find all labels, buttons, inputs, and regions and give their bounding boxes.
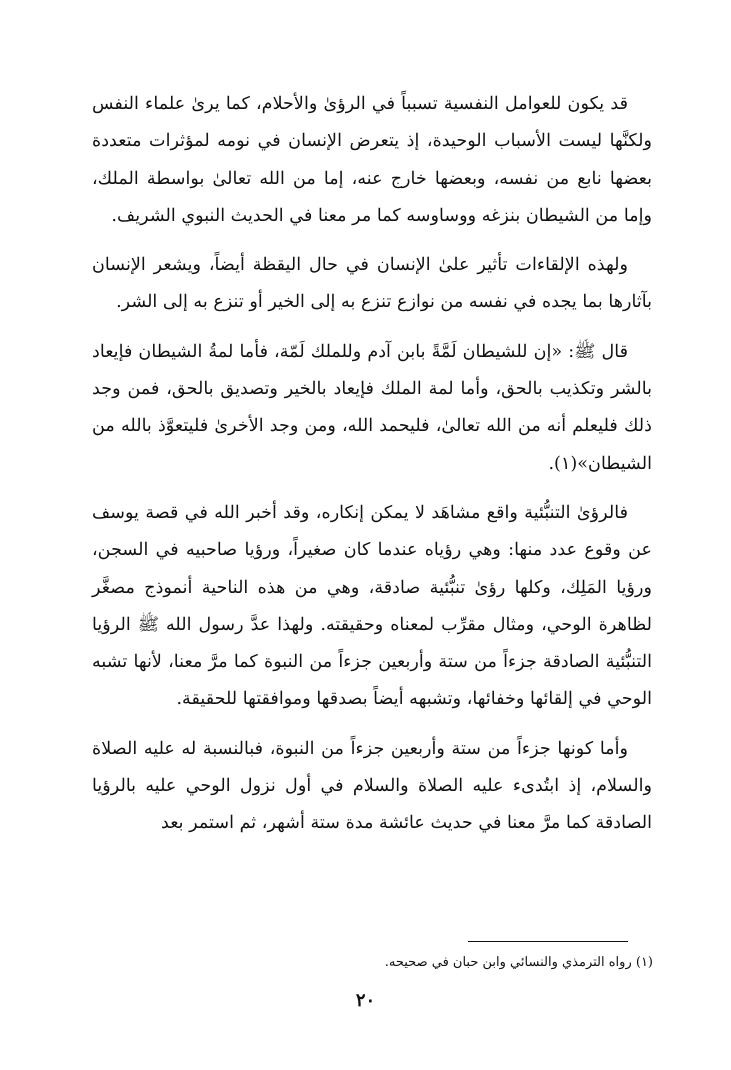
page-number: ٢٠ [355,990,376,1011]
paragraph-3: قال ﷺ: «إن للشيطان لَمَّةً بابن آدم وللملك لَمّة، فأما لمةُ الشيطان فإيعاد بالشر وتكذيب بالحق، وأما لمة الملك فإيعاد بالخير وتصديق بالحق، فمن وجد ذلك فليعلم أنه من الله تعالىٰ، فليحمد الله، ومن وجد الأخرىٰ فليتعوَّذ بالله من الشيطان»(١). [92,341,652,474]
paragraph-5: وأما كونها جزءاً من ستة وأربعين جزءاً من النبوة، فبالنسبة له عليه الصلاة والسلام، إذ ابتُدىء عليه الصلاة والسلام في أول نزول الوحي عليه بالرؤيا الصادقة كما مرَّ معنا في حديث عائشة مدة ستة أشهر، ثم استمر بعد [92,738,652,834]
paragraph-1: قد يكون للعوامل النفسية تسبباً في الرؤىٰ والأحلام، كما يرىٰ علماء النفس ولكنَّها ليست الأسباب الوحيدة، إذ يتعرض الإنسان في نومه لمؤثرات متعددة بعضها نابع من نفسه، وبعضها خارج عنه، إما من الله تعالىٰ بواسطة الملك، وإما من الشيطان بنزغه ووساوسه كما مر معنا في الحديث النبوي الشريف. [92,94,652,226]
main-text [92,86,652,843]
footnote-divider [468,941,628,942]
paragraph-2: ولهذه الإلقاءات تأثير علىٰ الإنسان في حال اليقظة أيضاً، ويشعر الإنسان بآثارها بما يجده في نفسه من نوازع تنزع به إلى الخير أو تنزع به إلى الشر. [92,255,652,313]
footnote: (١) رواه الترمذي والنسائي وابن حبان في صحيحه. [384,955,653,970]
paragraph-4: فالرؤىٰ التنبُّئية واقع مشاهَد لا يمكن إنكاره، وقد أخبر الله في قصة يوسف عن وقوع عدد منها: وهي رؤياه عندما كان صغيراً، ورؤيا صاحبيه في السجن، ورؤيا المَلِك، وكلها رؤىٰ تنبُّئية صادقة، وهي من هذه الناحية أنموذج مصغَّر لظاهرة الوحي، ومثال مقرِّب لمعناه وحقيقته. ولهذا عدَّ رسول الله ﷺ الرؤيا التنبُّئية الصادقة جزءاً من ستة وأربعين جزءاً من النبوة كما مرَّ معنا، لأنها تشبه الوحي في إلقائها وخفائها، وتشبهه أيضاً بصدقها وموافقتها للحقيقة. [92,502,652,710]
